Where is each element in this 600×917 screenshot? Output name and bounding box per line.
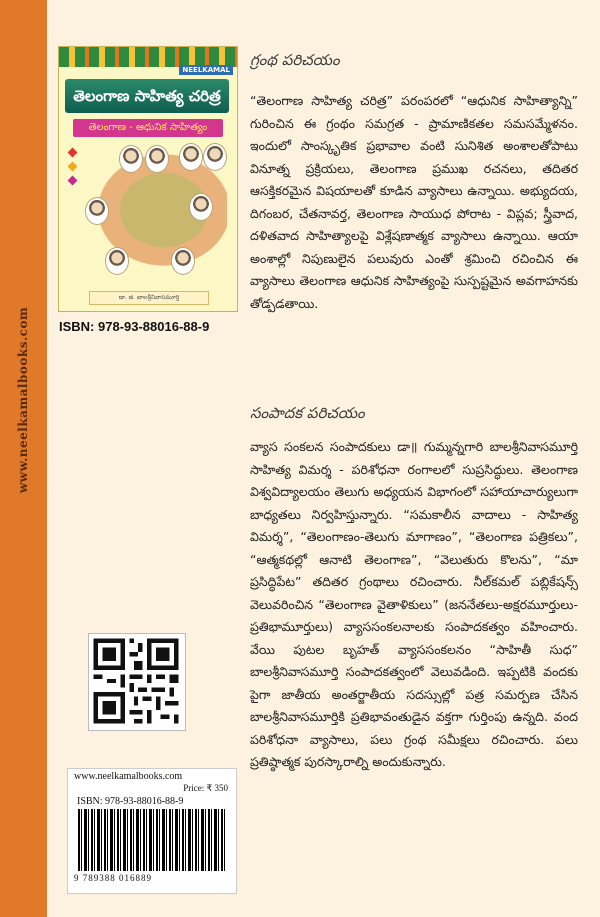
portrait [171, 247, 195, 275]
barcode [78, 809, 226, 871]
spine-website: www.neelkamalbooks.com [16, 306, 30, 494]
cover-author: డా. జి. బాలశ్రీనివాసమూర్తి [89, 291, 209, 305]
cover-subtitle: తెలంగాణ - ఆధునిక సాహిత్యం [73, 119, 223, 137]
diamond-decoration [68, 162, 78, 172]
portrait [105, 247, 129, 275]
cover-thumbnail [58, 46, 238, 312]
barcode-url: www.neelkamalbooks.com [74, 771, 183, 782]
barcode-box [67, 768, 237, 894]
diamond-decoration [68, 148, 78, 158]
diamond-decoration [68, 176, 78, 186]
barcode-isbn: ISBN: 978-93-88016-88-9 [77, 796, 184, 807]
barcode-number: 9 789388 016889 [74, 873, 152, 883]
portrait [119, 145, 143, 173]
book-intro-heading: గ్రంథ పరిచయం [250, 51, 340, 69]
garland-decoration [59, 47, 237, 67]
qr-code[interactable] [88, 633, 186, 731]
portrait [203, 143, 227, 171]
portrait [189, 193, 213, 221]
portrait [85, 197, 109, 225]
publisher-logo: NEELKAMAL [179, 65, 233, 75]
barcode-price: Price: ₹ 350 [183, 783, 228, 793]
portrait [145, 145, 169, 173]
book-intro-body: “తెలంగాణ సాహిత్య చరిత్ర” పరంపరలో “ఆధునిక సాహిత్యాన్ని” గురించిన ఈ గ్రంథం సమగ్రత - ప్రామాణికతల సమసమ్మేళనం. ఇందులో సాంస్కృతిక ప్రభావాల వంటి సునిశిత అంశాలతోపాటు వినూత్న ప్రక్రియలు, తెలంగాణ ప్రముఖ రచనలు, తదితర ఆసక్తికరమైన విషయాలతో కూడిన వ్యాసాలు ఉన్నాయి. అభ్యుదయ, దిగంబర, చేతనావర్త, తెలంగాణ సాయుధ పోరాట - విప్లవ; స్త్రీవాద, దళితవాద సాహిత్యాలపై విశ్లేషణాత్మక వ్యాసాలు ఉన్నాయి. ఆయా అంశాల్లో నిపుణులైన పలువురు ఎంతో శ్రమించి రచించిన ఈ వ్యాసాలు తెలంగాణ ఆధునిక సాహిత్యంపై సుస్పష్టమైన అవగాహనకు తోడ్పడతాయి. [250, 93, 578, 311]
portrait [179, 143, 203, 171]
spine [0, 0, 47, 917]
cover-title: తెలంగాణ సాహిత్య చరిత్ర [65, 79, 229, 113]
editor-intro-body: వ్యాస సంకలన సంపాదకులు డా॥ గుమ్మన్నగారి బాలశ్రీనివాసమూర్తి సాహిత్య విమర్శ - పరిశోధనా రంగాలలో సుప్రసిద్ధులు. తెలంగాణ విశ్వవిద్యాలయం తెలుగు అధ్యయన విభాగంలో సహాయాచార్యులుగా బాధ్యతలు నిర్వహిస్తున్నారు. “సమకాలీన వాదాలు - సాహిత్య విమర్శ”, “తెలంగాణం-తెలుగు మాగాణం”, “తెలంగాణ పత్రికలు”, “ఆత్మకథల్లో ఆనాటి తెలంగాణ”, “వెలుతురు కొలను”, “మా ప్రసిద్ధిపేట” తదితర గ్రంథాలు రచించారు. నీల్‌కమల్ పబ్లికేషన్స్ వెలువరించిన “తెలంగాణ వైతాళికులు” (జననేతలు-అక్షరమూర్తులు-ప్రతిభామూర్తులు) వ్యాససంకలనాలకు సంపాదకత్వం వహించారు. వేయి పుటల బృహత్ వ్యాససంకలనం “సాహితీ సుధ” బాలశ్రీనివాసమూర్తి సంపాదకత్వంలో వెలువడింది. ఇప్పటికి వందకు పైగా జాతీయ అంతర్జాతీయ సదస్సుల్లో పత్ర సమర్పణ చేసిన బాలశ్రీనివాసమూర్తికి ప్రతిభావంతుడైన వక్తగా గుర్తింపు ఉన్నది. వంద పరిశోధనా వ్యాసాలు, పలు గ్రంథ సమీక్షలు రచించారు. పలు ప్రతిష్ఠాత్మక పురస్కారాల్ని అందుకున్నారు. [250, 439, 578, 769]
editor-intro-heading: సంపాదక పరిచయం [250, 404, 365, 422]
isbn-line: ISBN: 978-93-88016-88-9 [59, 319, 210, 334]
